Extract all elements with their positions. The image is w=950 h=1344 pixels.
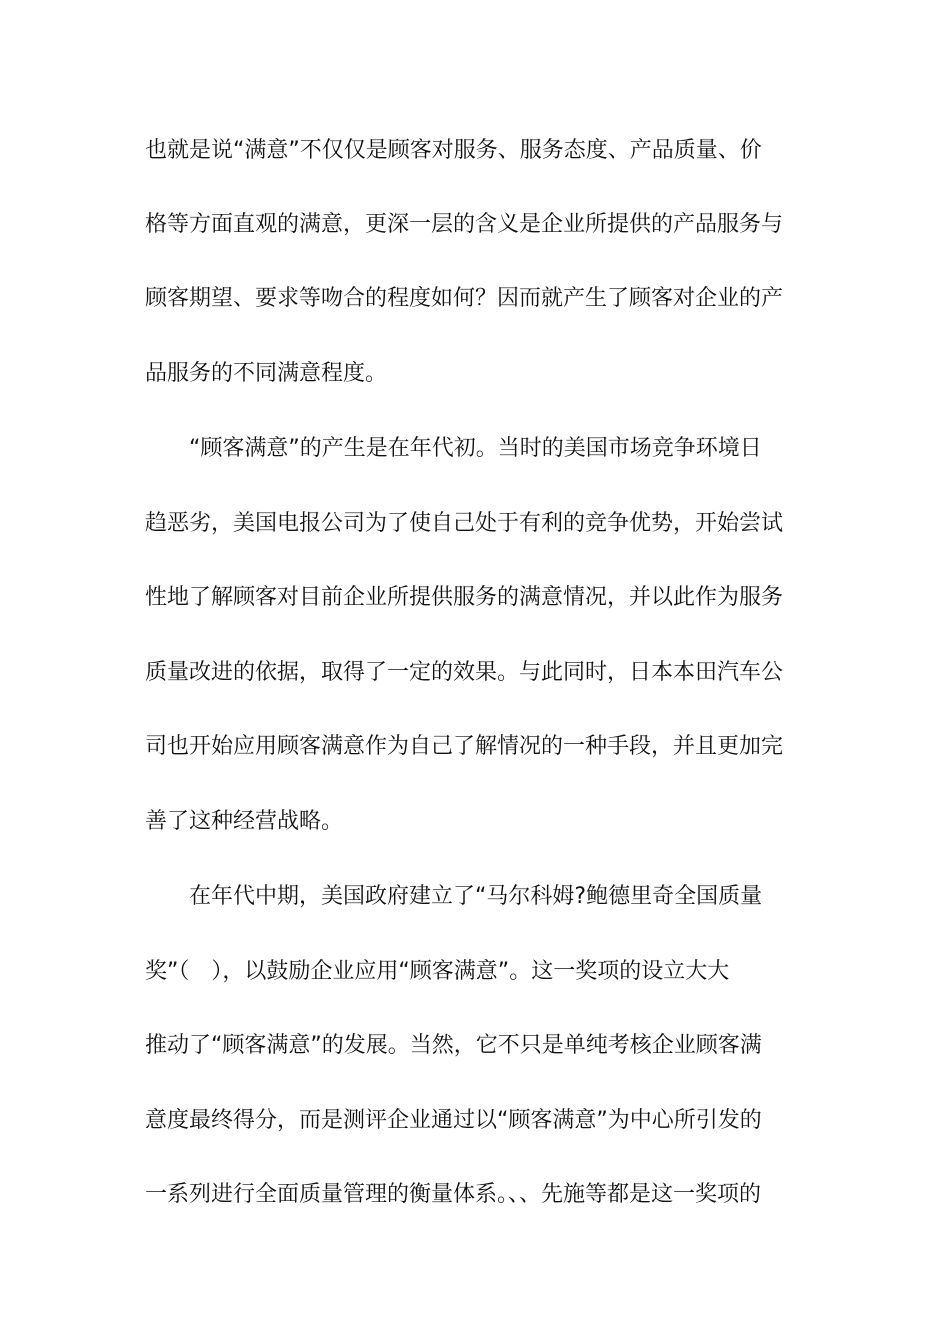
text-line: 意度最终得分，而是测评企业通过以“顾客满意”为中心所引发的 <box>145 1108 762 1133</box>
text-line: 在年代中期，美国政府建立了“马尔科姆?鲍德里奇全国质量 <box>189 884 763 909</box>
text-line: 品服务的不同满意程度。 <box>145 361 388 386</box>
text-line: 格等方面直观的满意，更深一层的含义是企业所提供的产品服务与 <box>145 212 784 237</box>
text-line: 趋恶劣，美国电报公司为了使自己处于有利的竞争优势，开始尝试 <box>145 511 784 536</box>
text-line: 推动了“顾客满意”的发展。当然，它不只是单纯考核企业顾客满 <box>145 1033 762 1058</box>
text-line: 善了这种经营战略。 <box>145 809 344 834</box>
text-line: 性地了解顾客对目前企业所提供服务的满意情况，并以此作为服务 <box>145 585 784 610</box>
text-line: 一系列进行全面质量管理的衡量体系。、、先施等都是这一奖项的 <box>145 1182 762 1207</box>
text-line: 质量改进的依据，取得了一定的效果。与此同时，日本本田汽车公 <box>145 660 784 685</box>
text-line: 奖”（ ），以鼓励企业应用“顾客满意”。这一奖项的设立大大 <box>145 959 730 984</box>
text-line: 顾客期望、要求等吻合的程度如何？因而就产生了顾客对企业的产 <box>145 286 784 311</box>
text-line: “顾客满意”的产生是在年代初。当时的美国市场竞争环境日 <box>189 436 762 461</box>
text-line: 也就是说“满意”不仅仅是顾客对服务、服务态度、产品质量、价 <box>145 138 762 163</box>
text-line: 司也开始应用顾客满意作为自己了解情况的一种手段，并且更加完 <box>145 734 784 759</box>
